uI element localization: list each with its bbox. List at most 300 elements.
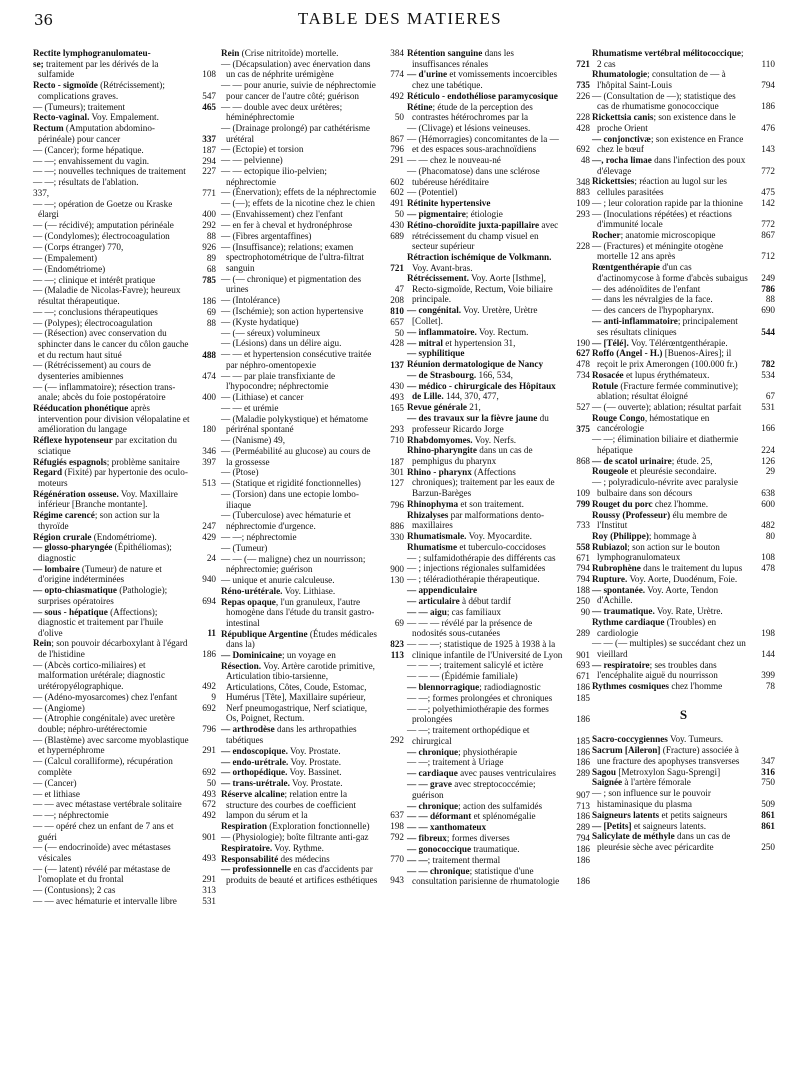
page-ref: 900: [390, 564, 404, 575]
entry-detail: Voy. Prostate.: [288, 756, 342, 767]
page-ref: 867: [761, 229, 775, 240]
entry-text: [221, 554, 378, 575]
entry-detail: [Buenos-Aires]; il reçoit le prix Amerongen (100.000 fr.): [597, 348, 738, 369]
index-entry: [33, 756, 216, 777]
entry-detail: (Affections chroniques); traitement par les eaux de Barzun-Barèges: [412, 466, 555, 498]
entry-text: [221, 843, 378, 854]
index-entry: [407, 155, 590, 166]
index-entry: [221, 123, 404, 144]
entry-text: [407, 757, 564, 768]
entry-text: [407, 445, 564, 466]
entry-heading: Rein: [221, 48, 240, 58]
entry-detail: — (Physiologie); boîte filtrante anti-gaz: [221, 831, 369, 842]
entry-text: [592, 606, 749, 617]
entry-detail: — —; envahissement du vagin.: [33, 155, 150, 166]
index-entry: [33, 821, 216, 842]
entry-text: [33, 778, 190, 789]
entry-heading: — —: [407, 854, 428, 865]
entry-text: [221, 198, 378, 209]
page-ref: 868: [576, 455, 590, 466]
page-ref: 293: [576, 209, 590, 220]
entry-detail: Voy. Maxillaire inférieur [Branche montante].: [38, 488, 178, 510]
entry-heading: Rickettsia canis: [592, 112, 654, 123]
page-ref: 69: [394, 617, 404, 628]
entry-text: [33, 253, 190, 264]
page-ref: 493: [202, 852, 216, 863]
page-ref: 901: [202, 831, 216, 842]
entry-detail: — (Tumeur): [221, 542, 268, 553]
entry-text: [592, 660, 749, 681]
entry-text: [407, 563, 564, 574]
entry-detail: — (Énervation); effets de la néphrectomie: [221, 187, 377, 198]
page-ref: 400: [202, 392, 216, 403]
entry-text: [407, 866, 564, 887]
index-entry: [592, 134, 775, 155]
entry-text: [592, 563, 749, 574]
index-entry: [33, 799, 216, 810]
entry-detail: , l'un granuleux, l'autre homogène dans l'étude du transit gastro-intestinal: [226, 596, 375, 628]
entry-detail: avec pauses ventriculaires: [457, 768, 557, 779]
page-ref: 672: [202, 799, 216, 810]
entry-heading: Réserve alcaline: [221, 789, 285, 800]
entry-detail: chez l'homme: [669, 681, 723, 692]
entry-detail: — (Rétrécissement) au cours de dysenteries amibiennes: [33, 360, 151, 381]
entry-heading: Rhino - pharynx: [407, 466, 472, 477]
entry-detail: — —; polyethimiothérapie des formes prolongées: [407, 703, 549, 725]
entry-text: [407, 348, 564, 359]
entry-detail: traitement par les dérivés de la sulfamide: [38, 58, 159, 80]
index-entry: [407, 510, 590, 531]
entry-text: [592, 477, 749, 498]
index-entry: [592, 316, 775, 337]
entry-text: [221, 446, 378, 467]
entry-heading: Roffo (Angel - H.): [592, 348, 663, 359]
page-ref: 671: [576, 552, 590, 563]
index-entry: [407, 553, 590, 564]
index-entry: [33, 842, 216, 863]
entry-heading: Rétino-choroïdite juxta-papillaire: [407, 220, 540, 231]
entry-detail: et son traitement.: [458, 498, 524, 509]
entry-detail: — (Inoculations répétées) et réactions d'immunité locale: [592, 208, 732, 230]
entry-detail: (Épithéliomas); diagnostic: [38, 542, 172, 563]
page-ref: 399: [761, 670, 775, 681]
entry-detail: — (Fractures) et méningite otogène mortelle 12 ans après: [592, 240, 724, 262]
entry-text: [407, 499, 564, 510]
entry-heading: Rosacée: [592, 369, 624, 380]
entry-detail: Voy. Rythme.: [272, 842, 324, 853]
index-entry: [407, 574, 590, 585]
page-ref: 493: [390, 392, 404, 403]
entry-text: [592, 574, 749, 585]
entry-detail: , hémostatique en cancérologie: [597, 412, 710, 434]
entry-detail: ; son existence dans le proche Orient: [597, 112, 736, 133]
entry-detail: ; son action sur le bouton lymphogranulomateux: [597, 541, 720, 563]
entry-text: [592, 499, 749, 510]
index-entry: [221, 532, 404, 543]
page-ref: 69: [206, 306, 216, 317]
page-ref: 692: [576, 144, 590, 155]
entry-heading: — congénital.: [407, 305, 462, 316]
index-entry: [592, 477, 775, 498]
entry-text: [407, 370, 564, 381]
entry-text: [33, 660, 190, 692]
entry-text: [33, 59, 190, 80]
page-ref: 166: [761, 423, 775, 434]
entry-heading: Rhumatologie: [592, 69, 648, 80]
entry-detail: 144, 370, 477,: [443, 391, 499, 402]
page-ref: 430: [390, 381, 404, 392]
entry-text: [407, 338, 564, 349]
entry-heading: — cardiaque: [407, 768, 458, 779]
entry-detail: — — avec métastase vertébrale solitaire: [33, 799, 182, 810]
page-ref: 188: [576, 585, 590, 596]
index-entry: [592, 91, 775, 112]
entry-heading: Rotule: [592, 380, 619, 391]
entry-text: [33, 360, 190, 381]
entry-detail: ; réaction au lugol sur les cellules parasitées: [597, 176, 727, 197]
index-entry: [221, 597, 404, 629]
entry-detail: — (Intolérance): [221, 295, 280, 306]
index-entry: [221, 724, 404, 745]
entry-text: [33, 242, 190, 253]
entry-heading: Regard: [33, 467, 63, 478]
entry-detail: — —; néphrectomie: [221, 531, 297, 542]
index-entry: [592, 563, 775, 574]
entry-detail: — (Cancer): [33, 777, 77, 788]
entry-detail: 337,: [33, 188, 50, 199]
index-entry: [33, 789, 216, 800]
entry-text: [592, 381, 749, 402]
page-ref: 144: [761, 649, 775, 660]
page-ref: 750: [761, 777, 775, 788]
page-ref: 692: [202, 766, 216, 777]
index-entry: [407, 542, 590, 553]
index-entry: [407, 467, 590, 499]
entry-text: [33, 810, 190, 821]
index-entry: [407, 660, 590, 671]
page-ref: 799: [576, 498, 590, 509]
entry-text: [407, 596, 564, 607]
entry-detail: — (Maladie polykystique) et hématome périrénal spontané: [221, 413, 368, 435]
page-ref: 198: [390, 821, 404, 832]
index-entry: [33, 510, 216, 531]
index-entry: [407, 682, 590, 693]
index-entry: [221, 510, 404, 531]
page-ref: 346: [202, 445, 216, 456]
index-entry: [221, 209, 404, 220]
page-ref: 228: [576, 112, 590, 123]
entry-detail: ; un voyage en: [282, 649, 336, 660]
entry-heading: — sous - hépatique: [33, 606, 108, 617]
entry-text: [33, 735, 190, 756]
entry-heading: — lombaire: [33, 563, 80, 574]
entry-detail: — (Contusions); 2 cas: [33, 885, 116, 896]
entry-detail: Voy. Rectum.: [476, 326, 529, 337]
entry-detail: — (Blastème) avec sarcome myoblastique et hypernéphrome: [33, 734, 189, 756]
page-ref: 657: [390, 316, 404, 327]
index-entry: [407, 413, 590, 434]
entry-detail: — — pelvienne): [221, 155, 283, 166]
entry-detail: Voy. Aorte, Duodénum, Foie.: [627, 574, 738, 584]
page-ref: 861: [761, 809, 775, 820]
entry-text: [33, 156, 190, 167]
index-entry: [221, 371, 404, 392]
index-entry: [33, 435, 216, 456]
index-entry: [221, 446, 404, 467]
entry-detail: — — — révélé par la présence de nodosités sous-cutanées: [407, 617, 533, 639]
entry-text: [592, 209, 749, 230]
entry-text: [221, 220, 378, 231]
index-entry: [407, 704, 590, 725]
entry-detail: — (Tuberculose) avec hématurie et néphrectomie d'urgence.: [221, 510, 351, 531]
entry-text: [592, 305, 749, 316]
index-entry: [407, 198, 590, 209]
page-ref: 226: [576, 90, 590, 101]
page-ref: 250: [761, 841, 775, 852]
index-entry: [221, 295, 404, 306]
entry-heading: Recto - sigmoïde: [33, 80, 98, 91]
page-ref: 384: [390, 48, 404, 58]
index-entry: [221, 48, 404, 59]
entry-text: [33, 318, 190, 329]
entry-text: [407, 811, 564, 822]
entry-detail: ; ses troubles dans l'encéphalite aiguë du nourrisson: [597, 659, 718, 681]
entry-text: [221, 328, 378, 339]
entry-heading: Rubiazol: [592, 541, 628, 552]
index-entry: [221, 864, 404, 885]
index-entry: [592, 294, 775, 305]
page-ref: 907: [576, 789, 590, 800]
page-ref: 289: [576, 822, 590, 833]
entry-detail: Voy. Prostate.: [289, 778, 343, 789]
page-ref: 690: [761, 305, 775, 316]
index-entry: [221, 328, 404, 339]
entry-text: [33, 896, 190, 907]
index-entry: [407, 166, 590, 187]
index-entry: [592, 434, 775, 455]
index-column-1: [33, 48, 216, 907]
page-ref: 198: [761, 627, 775, 638]
entry-detail: Voy. Uretère, Urètre [Collet].: [412, 305, 538, 326]
index-entry: [33, 489, 216, 510]
entry-detail: des médecins: [278, 853, 330, 864]
entry-detail: — (Maladie de Nicolas-Favre); heureux résultat thérapeutique.: [33, 285, 181, 306]
entry-detail: en cas d'accidents par produits de beauté et artifices esthétiques: [226, 864, 378, 885]
entry-text: [33, 48, 190, 59]
index-entry: [221, 554, 404, 575]
entry-text: [407, 801, 564, 812]
entry-detail: — (Clivage) et lésions veineuses.: [407, 123, 531, 134]
entry-detail: (Pathologie); surprises opératoires: [38, 585, 168, 606]
page-ref: 11: [207, 627, 216, 638]
entry-text: [592, 531, 749, 542]
entry-text: [592, 767, 749, 778]
entry-text: [33, 703, 190, 714]
page-ref: 186: [576, 746, 590, 757]
page-ref: 772: [761, 219, 775, 230]
entry-detail: 21,: [466, 402, 481, 413]
index-entry: [592, 767, 775, 778]
entry-text: [407, 682, 564, 693]
entry-detail: Voy. Aorte, Tendon d'Achille.: [597, 584, 719, 606]
index-entry: [33, 102, 216, 113]
entry-detail: — —; nouvelles techniques de traitement: [33, 166, 186, 177]
entry-detail: ; radiodiagnostic: [479, 682, 541, 693]
entry-detail: — (Ptose): [221, 467, 259, 478]
page-ref: 291: [202, 874, 216, 885]
page-ref: 478: [761, 563, 775, 574]
index-entry: [592, 574, 775, 585]
entry-heading: Rééducation phonétique: [33, 403, 129, 414]
entry-detail: Voy. Tumeurs.: [667, 734, 724, 745]
index-entry: [407, 833, 590, 844]
entry-text: [33, 80, 190, 101]
entry-text: [592, 542, 749, 563]
entry-detail: — —; néphrectomie: [33, 810, 109, 821]
entry-text: [592, 294, 749, 305]
entry-text: [407, 413, 564, 434]
entry-detail: — — (— maligne) chez un nourrisson; néphrectomie; guérison: [221, 553, 366, 575]
index-entry: [33, 403, 216, 435]
page-ref: 735: [576, 79, 590, 90]
index-entry: [407, 768, 590, 779]
entry-text: [221, 661, 378, 724]
index-entry: [407, 445, 590, 466]
entry-detail: traumatique.: [471, 843, 520, 854]
entry-text: [33, 382, 190, 403]
entry-text: [33, 435, 190, 456]
entry-text: [33, 264, 190, 275]
entry-text: [33, 756, 190, 777]
entry-heading: Rupture.: [592, 574, 628, 584]
entry-text: [221, 575, 378, 586]
page-ref: 734: [576, 370, 590, 381]
index-entry: [407, 370, 590, 381]
page-ref: 710: [390, 435, 404, 446]
index-entry: [33, 382, 216, 403]
entry-heading: Rectite lymphogranulomateu-: [33, 48, 151, 58]
entry-text: [221, 650, 378, 661]
index-entry: [221, 543, 404, 554]
entry-heading: Roy (Philippe): [592, 530, 649, 541]
page-ref: 24: [206, 552, 216, 563]
entry-detail: ; 2 cas: [597, 48, 744, 69]
entry-detail: — — chez le nouveau-né: [407, 155, 501, 166]
entry-heading: Rétine: [407, 101, 433, 112]
index-entry: [407, 801, 590, 812]
index-entry: [592, 831, 775, 852]
index-entry: [592, 456, 775, 467]
entry-detail: — unique et anurie calculeuse.: [221, 574, 335, 585]
index-entry: [33, 80, 216, 101]
entry-text: [592, 734, 749, 745]
entry-text: [221, 489, 378, 510]
index-entry: [592, 531, 775, 542]
entry-text: [407, 69, 564, 90]
entry-detail: — ; téléradiothérapie thérapeutique.: [407, 574, 540, 585]
page-ref: 733: [576, 520, 590, 531]
entry-text: [33, 821, 190, 842]
entry-text: [221, 392, 378, 403]
entry-detail: ; anatomie microscopique: [620, 229, 716, 240]
entry-text: [592, 338, 749, 349]
entry-text: [221, 778, 378, 789]
entry-text: [33, 489, 190, 510]
entry-text: [221, 349, 378, 370]
entry-heading: — pigmentaire: [407, 209, 466, 220]
entry-detail: — — par plaie transfixiante de l'hypocondre; néphrectomie: [221, 370, 336, 392]
entry-detail: — — avec hématurie et intervalle libre: [33, 896, 177, 907]
index-entry: [407, 187, 590, 198]
page-ref: 186: [576, 876, 590, 887]
entry-detail: — (Tumeurs); traitement: [33, 101, 126, 112]
index-entry: [221, 80, 404, 101]
page-ref: 430: [390, 220, 404, 231]
index-entry: [221, 155, 404, 166]
entry-heading: Rectum: [33, 123, 64, 134]
index-entry: [221, 767, 404, 778]
entry-text: [407, 704, 564, 725]
entry-detail: — (Calcul coralliforme), récupération complète: [33, 756, 173, 777]
page-ref: 901: [576, 649, 590, 660]
page-ref: 712: [761, 251, 775, 262]
entry-detail: Voy. Aorte [Isthme], Recto-sigmoïde, Rectum, Voie biliaire principale.: [412, 273, 553, 305]
page-ref: 289: [576, 628, 590, 639]
page-ref: 491: [390, 198, 404, 209]
index-entry: [407, 123, 590, 134]
entry-detail: (Études médicales dans la): [226, 628, 377, 650]
entry-heading: Repas opaque: [221, 596, 276, 607]
entry-detail: [Metroxylon Sagu-Sprengi]: [616, 766, 721, 777]
entry-text: [221, 414, 378, 435]
index-entry: [33, 264, 216, 275]
entry-detail: ; physiothérapie: [458, 746, 518, 757]
entry-heading: — fibreux: [407, 833, 447, 844]
entry-detail: ; son pouvoir décarboxylant à l'égard de l'histidine: [38, 638, 188, 660]
index-entry: [592, 638, 775, 659]
entry-detail: — (Adéno-myosarcomes) chez l'enfant: [33, 691, 178, 702]
index-entry: [221, 789, 404, 821]
entry-heading: — respiratoire: [592, 659, 650, 670]
entry-detail: Voy. Empalement.: [89, 112, 159, 123]
index-entry: [221, 59, 404, 80]
page-ref: 291: [202, 745, 216, 756]
entry-text: [407, 607, 564, 618]
entry-detail: — (Atrophie congénitale) avec uretère double; néphro-urétérectomie: [33, 713, 175, 735]
index-entry: [33, 242, 216, 253]
index-entry: [33, 703, 216, 714]
entry-detail: — (Résection) avec conservation du sphincter dans le cancer du côlon gauche et du rectum haut situé: [33, 328, 189, 360]
entry-text: [407, 305, 564, 326]
page-ref: 770: [390, 853, 404, 864]
page-ref: 692: [202, 702, 216, 713]
page-ref: 80: [765, 530, 775, 541]
index-entry: [407, 91, 590, 102]
entry-detail: ; action des sulfamidés: [458, 800, 543, 811]
entry-detail: — (— séreux) volumineux: [221, 327, 321, 338]
entry-detail: — (Décapsulation) avec énervation dans un cas de néphrite urémigène: [221, 58, 371, 80]
page-ref: 291: [390, 155, 404, 166]
index-entry: [33, 810, 216, 821]
entry-heading: — syphilitique: [407, 348, 465, 359]
entry-detail: — — — (Épidémie familiale): [407, 671, 518, 682]
entry-heading: Réno-urétérale.: [221, 585, 283, 596]
entry-text: [592, 230, 749, 241]
entry-detail: — (Lésions) dans un délire aigu.: [221, 338, 342, 349]
entry-heading: Réticulo - endothéliose paramycosique: [407, 90, 558, 101]
page-ref: 671: [576, 671, 590, 682]
page-ref: 637: [390, 810, 404, 821]
